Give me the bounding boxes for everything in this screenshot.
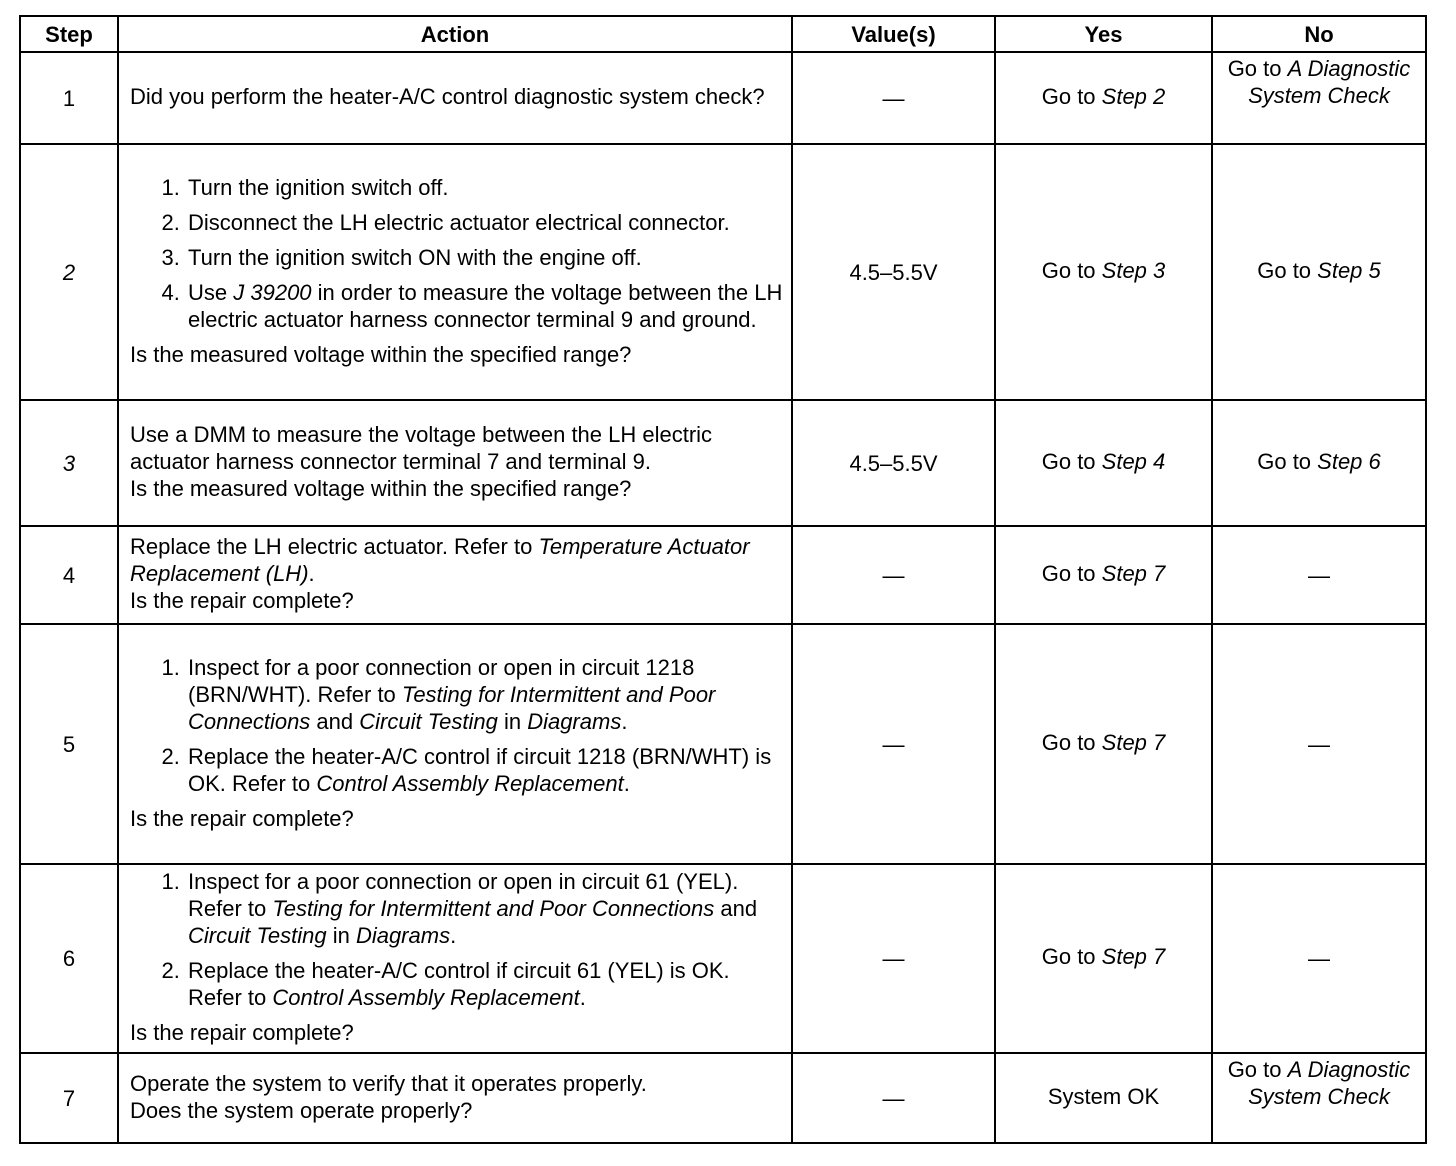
- no-cell: —: [1212, 624, 1426, 864]
- table-row: [20, 526, 1426, 624]
- item-text: Use: [188, 279, 234, 305]
- value-cell: —: [792, 1053, 995, 1143]
- step-number: 1: [20, 52, 118, 144]
- yes-cell[interactable]: [995, 400, 1212, 526]
- step-number: 4: [20, 526, 118, 624]
- yes-prefix: Go to: [1041, 257, 1102, 283]
- value-cell: —: [792, 624, 995, 864]
- no-cell[interactable]: [1212, 400, 1426, 526]
- action-cell: [118, 400, 792, 526]
- reference-link[interactable]: Testing for Intermittent and Poor Connections: [272, 896, 715, 921]
- yes-cell[interactable]: [995, 52, 1212, 144]
- reference-link[interactable]: Temperature Actuator Replacement (LH): [130, 534, 750, 586]
- list-item: [186, 743, 783, 797]
- reference-link[interactable]: Testing for Intermittent and Poor Connections: [188, 681, 716, 734]
- step-number: 3: [20, 400, 118, 526]
- header-action: Action: [118, 16, 792, 52]
- item-text: in: [326, 923, 356, 948]
- action-cell: [118, 52, 792, 144]
- action-text-part: .: [308, 561, 315, 586]
- action-cell: [118, 526, 792, 624]
- no-cell[interactable]: [1212, 52, 1426, 144]
- action-text: Use a DMM to measure the voltage between the LH electric actuator harness connector terminal 7 and terminal 9.: [130, 422, 713, 474]
- item-text: in order to measure the voltage between the LH electric actuator harness connector terminal 9 and ground.: [188, 279, 783, 332]
- table-row: [20, 400, 1426, 526]
- yes-link[interactable]: Step 2: [1101, 83, 1166, 109]
- list-item: [186, 957, 783, 1011]
- action-list: [130, 868, 783, 1011]
- table-row: [20, 864, 1426, 1053]
- action-question: Is the measured voltage within the specified range?: [130, 341, 632, 367]
- item-text: .: [450, 923, 457, 948]
- no-cell[interactable]: [1212, 144, 1426, 400]
- reference-link[interactable]: Control Assembly Replacement: [272, 985, 580, 1010]
- list-item: 1. Turn the ignition switch off.: [186, 174, 783, 201]
- no-cell: —: [1212, 864, 1426, 1053]
- yes-prefix: Go to: [1041, 83, 1102, 109]
- value-cell: —: [792, 864, 995, 1053]
- yes-link[interactable]: Step 7: [1101, 944, 1166, 969]
- no-cell[interactable]: [1212, 1053, 1426, 1143]
- no-link[interactable]: Step 6: [1317, 448, 1381, 474]
- value-cell: —: [792, 526, 995, 624]
- yes-cell: System OK: [995, 1053, 1212, 1143]
- item-text: .: [623, 770, 630, 796]
- no-link[interactable]: A Diagnostic System Check: [1248, 56, 1411, 108]
- action-cell: [118, 1053, 792, 1143]
- action-list: [130, 654, 783, 797]
- action-question: Is the repair complete?: [130, 805, 354, 831]
- action-text: [130, 533, 783, 587]
- action-question: Does the system operate properly?: [130, 1097, 473, 1123]
- list-item: [186, 279, 783, 333]
- no-prefix: Go to: [1227, 56, 1288, 81]
- action-cell: [118, 864, 792, 1053]
- item-text: Replace the heater-A/C control if circuit 1218 (BRN/WHT) is OK. Refer to: [188, 743, 772, 796]
- table-row: [20, 52, 1426, 144]
- tool-reference: J 39200: [233, 279, 312, 305]
- action-question: Is the repair complete?: [130, 588, 354, 613]
- action-question: Is the measured voltage within the specified range?: [130, 476, 632, 501]
- reference-link[interactable]: Control Assembly Replacement: [316, 770, 624, 796]
- yes-link[interactable]: Step 7: [1101, 729, 1166, 755]
- reference-link[interactable]: Circuit Testing: [359, 708, 498, 734]
- reference-link[interactable]: Circuit Testing: [188, 923, 327, 948]
- yes-link[interactable]: Step 3: [1101, 257, 1166, 283]
- yes-prefix: Go to: [1041, 448, 1102, 474]
- step-number: 2: [20, 144, 118, 400]
- table-row: [20, 1053, 1426, 1143]
- diagnostic-table: [19, 15, 1427, 1144]
- action-question: Is the repair complete?: [130, 1020, 354, 1045]
- item-text: .: [621, 708, 628, 734]
- step-number: 6: [20, 864, 118, 1053]
- list-item: 3. Turn the ignition switch ON with the engine off.: [186, 244, 783, 271]
- yes-prefix: Go to: [1041, 560, 1102, 586]
- item-text: Inspect for a poor connection or open in circuit 61 (YEL). Refer to: [188, 869, 739, 921]
- value-cell: 4.5–5.5V: [792, 400, 995, 526]
- item-text: and: [310, 708, 360, 734]
- step-number: 7: [20, 1053, 118, 1143]
- action-cell: [118, 624, 792, 864]
- yes-prefix: Go to: [1041, 944, 1102, 969]
- no-prefix: Go to: [1227, 1057, 1288, 1082]
- no-prefix: Go to: [1257, 257, 1318, 283]
- header-yes: Yes: [995, 16, 1212, 52]
- action-list: [130, 174, 783, 333]
- table-row: [20, 624, 1426, 864]
- yes-link[interactable]: Step 7: [1101, 560, 1166, 586]
- reference-link[interactable]: Diagrams: [527, 708, 622, 734]
- yes-cell[interactable]: [995, 624, 1212, 864]
- table-row: [20, 144, 1426, 400]
- header-step: Step: [20, 16, 118, 52]
- step-number: 5: [20, 624, 118, 864]
- list-item: 2. Disconnect the LH electric actuator electrical connector.: [186, 209, 783, 236]
- no-cell: —: [1212, 526, 1426, 624]
- list-item: [186, 868, 783, 949]
- action-text: Did you perform the heater-A/C control diagnostic system check?: [130, 84, 765, 109]
- item-text: Replace the heater-A/C control if circuit 61 (YEL) is OK. Refer to: [188, 958, 730, 1010]
- no-link[interactable]: A Diagnostic System Check: [1248, 1057, 1411, 1109]
- yes-cell[interactable]: [995, 526, 1212, 624]
- yes-cell[interactable]: [995, 144, 1212, 400]
- item-text: Inspect for a poor connection or open in circuit 1218 (BRN/WHT). Refer to: [188, 654, 695, 707]
- reference-link[interactable]: Diagrams: [355, 923, 451, 948]
- value-cell: —: [792, 52, 995, 144]
- item-text: in: [497, 708, 528, 734]
- header-row: [20, 16, 1426, 52]
- yes-cell[interactable]: [995, 864, 1212, 1053]
- item-text: .: [579, 985, 586, 1010]
- yes-link[interactable]: Step 4: [1101, 448, 1166, 474]
- header-no: No: [1212, 16, 1426, 52]
- value-cell: 4.5–5.5V: [792, 144, 995, 400]
- no-link[interactable]: Step 5: [1317, 257, 1381, 283]
- header-values: Value(s): [792, 16, 995, 52]
- action-text: Operate the system to verify that it operates properly.: [130, 1070, 647, 1096]
- list-item: [186, 654, 783, 735]
- no-prefix: Go to: [1257, 448, 1318, 474]
- yes-prefix: Go to: [1041, 729, 1102, 755]
- item-text: and: [714, 896, 758, 921]
- action-cell: [118, 144, 792, 400]
- action-text-part: Replace the LH electric actuator. Refer to: [130, 534, 539, 559]
